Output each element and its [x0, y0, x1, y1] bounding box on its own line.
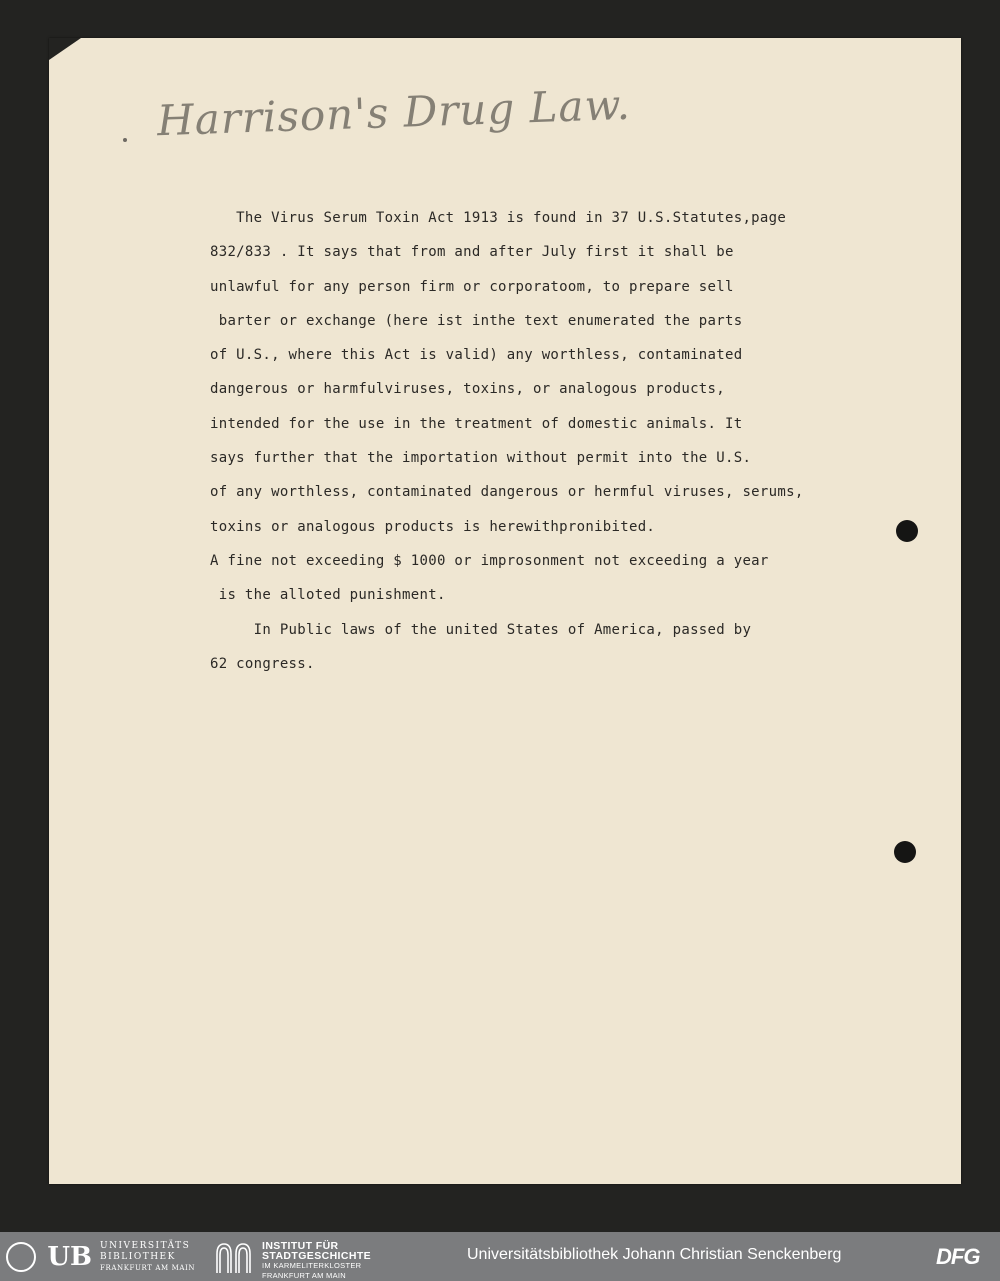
body-line: is the alloted punishment.	[210, 587, 446, 604]
typewritten-body	[210, 201, 930, 681]
body-line: dangerous or harmfulviruses, toxins, or analogous products,	[210, 381, 725, 398]
handwritten-note: Harrison's Drug Law.	[156, 79, 632, 146]
body-line: of U.S., where this Act is valid) any worthless, contaminated	[210, 347, 743, 364]
body-line: intended for the use in the treatment of domestic animals. It	[210, 415, 743, 432]
library-name: Universitätsbibliothek Johann Christian Senckenberg	[467, 1246, 842, 1263]
ub-logo[interactable]	[6, 1240, 202, 1274]
pencil-dot	[123, 138, 127, 142]
ub-mark: UB	[47, 1242, 92, 1272]
isg-line-1: INSTITUT FÜR	[262, 1240, 339, 1252]
isg-line-4: FRANKFURT AM MAIN	[262, 1271, 346, 1280]
folded-corner	[49, 38, 81, 60]
body-line: A fine not exceeding $ 1000 or improsonment not exceeding a year	[210, 552, 769, 569]
isg-arches-icon	[214, 1240, 254, 1274]
punch-hole-upper	[896, 520, 918, 542]
body-line: says further that the importation without permit into the U.S.	[210, 450, 752, 467]
body-line: barter or exchange (here ist inthe text enumerated the parts	[210, 312, 743, 329]
isg-logo[interactable]	[214, 1240, 414, 1280]
body-line: The Virus Serum Toxin Act 1913 is found in 37 U.S.Statutes,page	[210, 210, 787, 226]
isg-line-3: IM KARMELITERKLOSTER	[262, 1261, 362, 1270]
ub-line-2: BIBLIOTHEK	[100, 1252, 176, 1262]
footer-bar	[0, 1232, 1000, 1281]
body-line: of any worthless, contaminated dangerous or hermful viruses, serums,	[210, 484, 804, 501]
ub-line-3: FRANKFURT AM MAIN	[100, 1264, 196, 1272]
punch-hole-lower	[894, 841, 916, 863]
ub-logo-text	[100, 1241, 195, 1274]
body-line: 62 congress.	[210, 655, 315, 672]
body-line: toxins or analogous products is herewithpronibited.	[210, 518, 656, 535]
body-line: In Public laws of the united States of America, passed by	[210, 621, 752, 638]
dfg-logo[interactable]: DFG	[936, 1244, 980, 1269]
isg-logo-text	[262, 1241, 371, 1281]
document-page	[49, 38, 961, 1184]
body-line: unlawful for any person firm or corporatoom, to prepare sell	[210, 278, 734, 295]
isg-line-2: STADTGESCHICHTE	[262, 1250, 372, 1262]
handwritten-annotation	[99, 60, 632, 220]
ub-line-1: UNIVERSITÄTS	[100, 1241, 191, 1251]
body-line: 832/833 . It says that from and after July first it shall be	[210, 244, 734, 261]
